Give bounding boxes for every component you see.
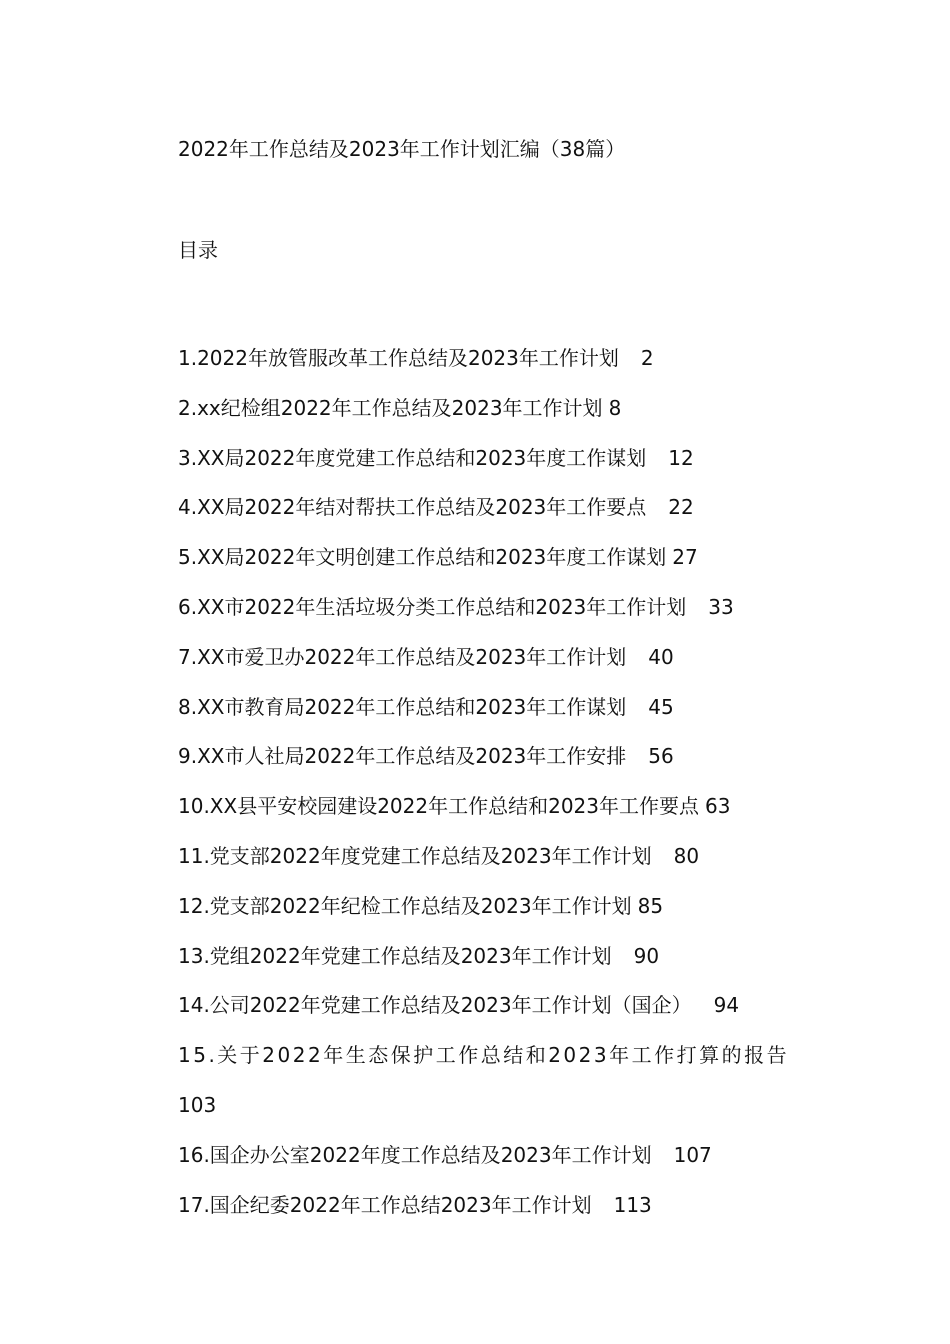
toc-item[interactable] — [178, 1131, 818, 1181]
toc-item-page: 12 — [668, 445, 694, 470]
toc-item[interactable] — [178, 334, 818, 384]
toc-item[interactable] — [178, 633, 818, 683]
toc-item-title: 9.XX市人社局2022年工作总结及2023年工作安排 — [178, 744, 627, 769]
toc-item[interactable] — [178, 683, 818, 733]
toc-item[interactable] — [178, 1181, 818, 1231]
toc-item-page: 40 — [648, 644, 674, 669]
toc-item-page: 103 — [178, 1092, 217, 1117]
toc-item-page: 22 — [668, 495, 694, 520]
toc-item[interactable] — [178, 782, 818, 832]
toc-item[interactable] — [178, 882, 818, 932]
toc-item-title: 17.国企纪委2022年工作总结2023年工作计划 — [178, 1192, 592, 1217]
toc-item[interactable] — [178, 483, 818, 533]
toc-item-page: 45 — [648, 694, 674, 719]
toc-item-page: 33 — [708, 594, 734, 619]
toc-item-title: 11.党支部2022年度党建工作总结及2023年工作计划 — [178, 843, 652, 868]
toc-item-page: 2 — [640, 346, 654, 370]
toc-item-title: 10.XX县平安校园建设2022年工作总结和2023年工作要点 — [178, 794, 700, 819]
toc-item[interactable] — [178, 384, 818, 434]
toc-item[interactable] — [178, 932, 818, 982]
toc-item-title: 14.公司2022年党建工作总结及2023年工作计划（国企） — [178, 993, 692, 1018]
toc-item[interactable] — [178, 832, 818, 882]
toc-item-page: 85 — [637, 893, 664, 918]
toc-item-page: 80 — [673, 843, 700, 868]
toc-item[interactable] — [178, 434, 818, 484]
toc-item-title: 6.XX市2022年生活垃圾分类工作总结和2023年工作计划 — [178, 594, 687, 619]
toc-item-title: 15.关于2022年生态保护工作总结和2023年工作打算的报告 — [178, 1043, 790, 1068]
table-of-contents — [178, 334, 818, 1230]
toc-item-page: 107 — [673, 1142, 712, 1167]
toc-item-title: 2.xx纪检组2022年工作总结及2023年工作计划 — [178, 395, 603, 420]
toc-item-page: 113 — [613, 1192, 652, 1217]
toc-item-title: 5.XX局2022年文明创建工作总结和2023年度工作谋划 — [178, 545, 667, 570]
toc-item-page: 90 — [633, 943, 660, 968]
toc-item-title: 12.党支部2022年纪检工作总结及2023年工作计划 — [178, 893, 632, 918]
toc-item-page: 56 — [648, 744, 674, 769]
toc-item[interactable] — [178, 981, 818, 1031]
toc-item[interactable] — [178, 533, 818, 583]
toc-item-page: 94 — [713, 993, 740, 1018]
document-title: 2022年工作总结及2023年工作计划汇编（38篇） — [178, 137, 626, 161]
toc-item[interactable] — [178, 732, 818, 782]
toc-item-title: 1.2022年放管服改革工作总结及2023年工作计划 — [178, 346, 619, 370]
toc-item-title: 13.党组2022年党建工作总结及2023年工作计划 — [178, 943, 612, 968]
toc-item-title: 3.XX局2022年度党建工作总结和2023年度工作谋划 — [178, 445, 647, 470]
toc-heading: 目录 — [178, 238, 218, 262]
toc-item-page: 63 — [705, 794, 731, 819]
toc-item-page: 8 — [608, 395, 622, 420]
toc-item-title: 16.国企办公室2022年度工作总结及2023年工作计划 — [178, 1142, 652, 1167]
toc-item-title: 4.XX局2022年结对帮扶工作总结及2023年工作要点 — [178, 495, 647, 520]
toc-item-title: 8.XX市教育局2022年工作总结和2023年工作谋划 — [178, 694, 627, 719]
toc-item[interactable] — [178, 583, 818, 633]
toc-item[interactable] — [178, 1031, 818, 1131]
toc-item-page: 27 — [672, 545, 698, 570]
toc-item-title: 7.XX市爱卫办2022年工作总结及2023年工作计划 — [178, 644, 627, 669]
